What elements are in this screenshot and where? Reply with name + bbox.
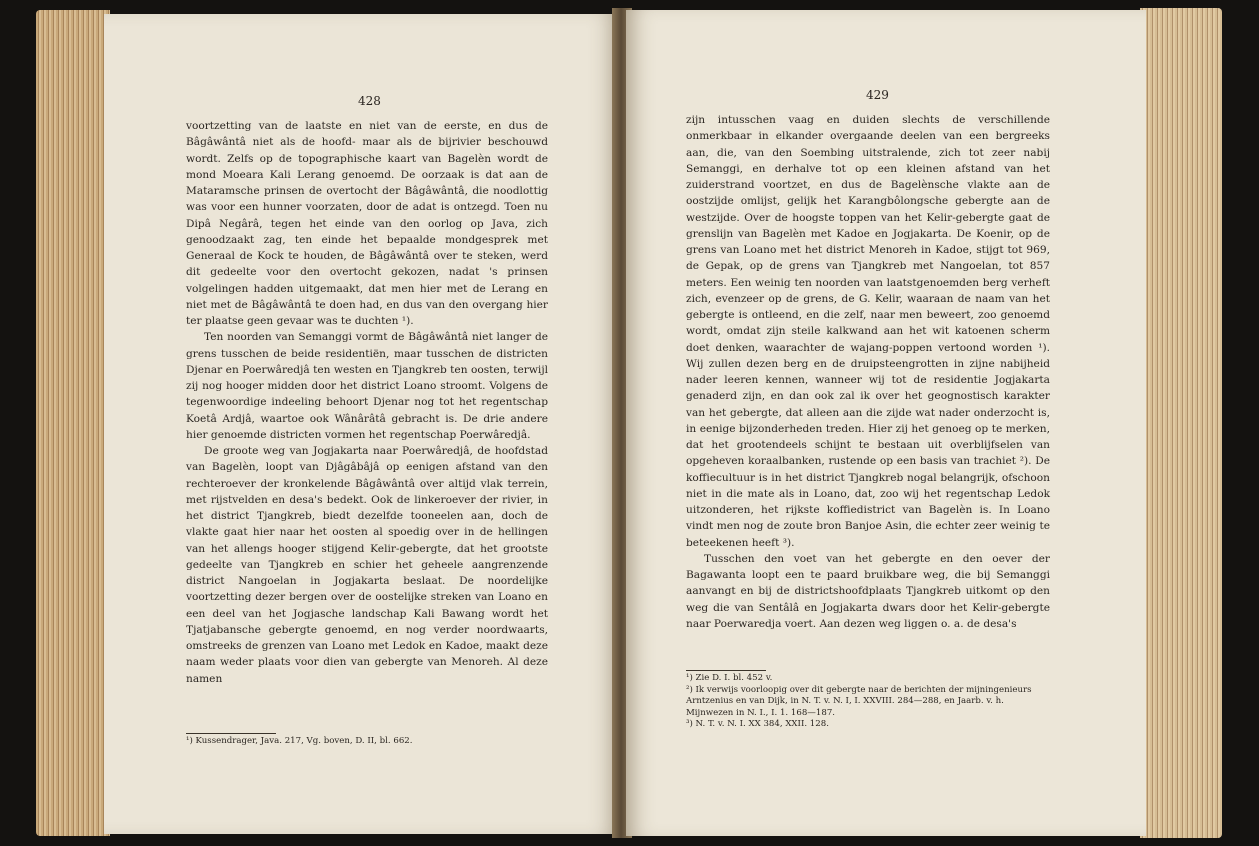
footnote-divider: [186, 733, 276, 734]
left-page: [104, 14, 618, 834]
book-edge-left: [36, 10, 110, 836]
right-page: [626, 10, 1146, 836]
paragraph: De groote weg van Jogjakarta naar Poerwâredjâ, de hoofdstad van Bagelèn, loopt van Djâgâbâjâ op eenigen afstand van den rechteroever der kronkelende Bâgâwântâ over altijd vlak terrein, met rijstvelden en desa's bedekt. Ook de linkeroever der rivier, in het district Tjangkreb, biedt dezelfde tooneelen aan, doch de vlakte gaat hier naar het oosten al spoedig over in de hellingen van het allengs hooger stijgend Kelir-gebergte, dat het grootste gedeelte van Tjangkreb en schier het geheele aangrenzende district Nangoelan in Jogjakarta beslaat. De noordelijke voortzetting dezer bergen over de oostelijke streken van Loano en een deel van het Jogjasche landschap Kali Bawang wordt het Tjatjabansche gebergte genoemd, en nog verder noordwaarts, omstreeks de grenzen van Loano met Ledok en Kadoe, maakt deze naam weder plaats voor dien van gebergte van Menoreh. Al deze namen: [186, 445, 548, 685]
paragraph: zijn intusschen vaag en duiden slechts de verschillende onmerkbaar in elkander overgaande deelen van een bergreeks aan, die, van den Soembing uitstralende, zich tot zeer nabij Semanggi, en derhalve tot op een kleinen afstand van het zuiderstrand voortzet, en dus de Bagelènsche vlakte aan de oostzijde omlijst, gelijk het Karangbôlongsche gebergte aan de westzijde. Over de hoogste toppen van het Kelir-gebergte gaat de grenslijn van Bagelèn met Kadoe en Jogjakarta. De Koenir, op de grens van Loano met het district Menoreh in Kadoe, stijgt tot 969, de Gepak, op de grens van Tjangkreb met Nangoelan, tot 857 meters. Een weinig ten noorden van laatstgenoemden berg verheft zich, evenzeer op de grens, de G. Kelir, waaraan de naam van het gebergte is ontleend, en die zelf, naar men beweert, zoo genoemd wordt, omdat zijn steile kalkwand aan het wit katoenen scherm doet denken, waarachter de wajang-poppen vertoond worden ¹). Wij zullen dezen berg en de druipsteengrotten in zijne nabijheid nader leeren kennen, wanneer wij tot de residentie Jogjakarta genaderd zijn, en dan ook zal ik over het geognostisch karakter van het gebergte, dat alleen aan die zijde wat nader onderzocht is, in eenige bijzonderheden treden. Hier zij het genoeg op te merken, dat het grootendeels schijnt te bestaan uit overblijfselen van opgeheven koraalbanken, rustende op een basis van trachiet ²). De koffiecultuur is in het district Tjangkreb nogal belangrijk, ofschoon niet in die mate als in Loano, dat, zoo wij het regentschap Ledok uitzonderen, het rijkste koffiedistrict van Bagelèn is. In Loano vindt men nog de zoute bron Banjoe Asin, die echter zeer weinig te beteekenen heeft ³).: [686, 114, 1050, 549]
paragraph: voortzetting van de laatste en niet van de eerste, en dus de Bâgâwântâ niet als de hoofd- maar als de bijrivier beschouwd wordt. Zelfs op de topographische kaart van Bagelèn wordt de mond Moeara Kali Lerang genoemd. De oorzaak is dat aan de Mataramsche prinsen de overtocht der Bâgâwântâ, die noodlottig was voor een hunner voorzaten, door de adat is ontzegd. Toen nu Dipâ Negârâ, tegen het einde van den oorlog op Java, zich genoodzaakt zag, ten einde het bepaalde mondgesprek met Generaal de Kock te houden, de Bâgâwântâ over te steken, werd dit gedeelte voor den overtocht gekozen, nadat 's prinsen volgelingen hadden uitgemaakt, dat men hier met de Lerang en niet met de Bâgâwântâ te doen had, en dus van den overgang hier ter plaatse geen gevaar was te duchten ¹).: [186, 120, 548, 327]
book-edge-right: [1140, 8, 1222, 838]
left-page-text: [186, 118, 548, 687]
page-number-left: 428: [358, 94, 381, 108]
footnote: ³) N. T. v. N. I. XX 384, XXII. 128.: [686, 719, 829, 729]
right-footnotes: [686, 673, 1050, 731]
footnote: ¹) Kussendrager, Java. 217, Vg. boven, D. II, bl. 662.: [186, 736, 413, 746]
paragraph: Tusschen den voet van het gebergte en den oever der Bagawanta loopt een te paard bruikbare weg, die bij Semanggi aanvangt en bij de districtshoofdplaats Tjangkreb uitkomt op den weg die van Sentâlâ en Jogjakarta dwars door het Kelir-gebergte naar Poerwaredja voert. Aan dezen weg liggen o. a. de desa's: [686, 552, 1050, 630]
footnote-divider: [686, 670, 766, 671]
footnote: ¹) Zie D. I. bl. 452 v.: [686, 673, 773, 683]
right-page-text: [686, 112, 1050, 632]
paragraph: Ten noorden van Semanggi vormt de Bâgâwântâ niet langer de grens tusschen de beide residentiën, maar tusschen de districten Djenar en Poerwâredjâ ten westen en Tjangkreb ten oosten, terwijl zij nog hooger midden door het district Loano stroomt. Volgens de tegenwoordige indeeling behoort Djenar nog tot het regentschap Koetâ Ardjâ, waartoe ook Wânârâtâ gebracht is. De drie andere hier genoemde districten vormen het regentschap Poerwâredjâ.: [186, 331, 548, 441]
left-footnotes: [186, 736, 548, 748]
page-number-right: 429: [866, 88, 889, 102]
footnote: ²) Ik verwijs voorloopig over dit gebergte naar de berichten der mijningenieurs Arntzenius en van Dijk, in N. T. v. N. I, I. XXVIII. 284—288, en Jaarb. v. h. Mijnwezen in N. I., I. 1. 168—187.: [686, 684, 1032, 718]
